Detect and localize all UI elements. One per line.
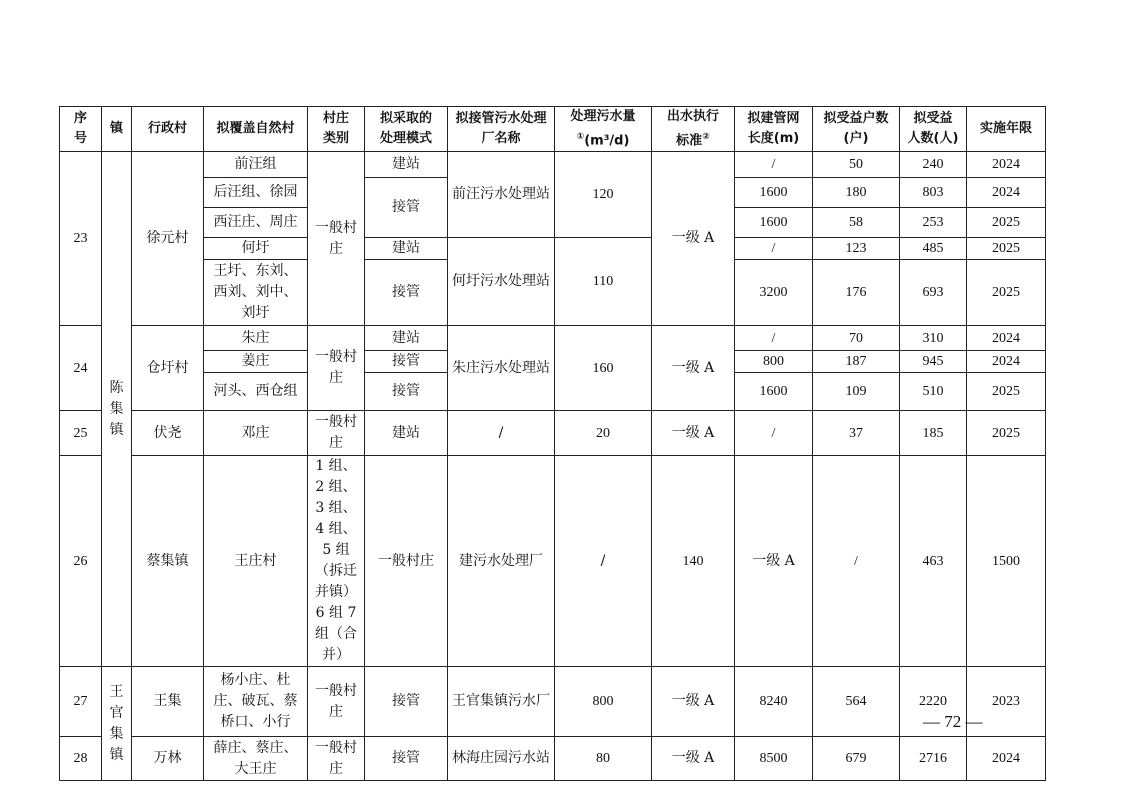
year-cell: 2025 bbox=[967, 411, 1046, 456]
natural-village-cell: 1 组、2 组、3 组、4 组、5 组（拆迁并镇）6 组 7 组（合并） bbox=[308, 456, 365, 667]
natural-village-cell: 西汪庄、周庄 bbox=[204, 208, 308, 238]
people-cell: 693 bbox=[900, 260, 967, 326]
plant-cell: 朱庄污水处理站 bbox=[448, 326, 555, 411]
village-type-cell: 一般村庄 bbox=[308, 667, 365, 737]
admin-village-cell: 万林 bbox=[132, 737, 204, 781]
natural-village-cell: 姜庄 bbox=[204, 351, 308, 373]
year-cell: 2025 bbox=[967, 373, 1046, 411]
mode-cell: 建站 bbox=[365, 326, 448, 351]
people-cell: 2716 bbox=[900, 737, 967, 781]
table-row bbox=[60, 152, 1046, 178]
capacity-cell: 20 bbox=[555, 411, 652, 456]
people-cell: 185 bbox=[900, 411, 967, 456]
seq-cell: 23 bbox=[60, 152, 102, 326]
table-row bbox=[60, 456, 1046, 667]
standard-cell: 一级 A bbox=[652, 737, 735, 781]
standard-cell: 一级 A bbox=[652, 326, 735, 411]
plant-cell: 前汪污水处理站 bbox=[448, 152, 555, 238]
year-cell: 2025 bbox=[967, 208, 1046, 238]
pipe-cell: 1600 bbox=[735, 208, 813, 238]
mode-cell: 接管 bbox=[365, 178, 448, 238]
mode-cell: 接管 bbox=[365, 737, 448, 781]
year-cell: 2024 bbox=[967, 326, 1046, 351]
pipe-cell: 8500 bbox=[735, 737, 813, 781]
people-cell: 2220 bbox=[900, 667, 967, 737]
col-header-seq: 序 号 bbox=[60, 107, 102, 152]
households-cell: 463 bbox=[900, 456, 967, 667]
col-header-town: 镇 bbox=[102, 107, 132, 152]
standard-cell: 一级 A bbox=[735, 456, 813, 667]
capacity-cell: 110 bbox=[555, 238, 652, 326]
households-cell: 50 bbox=[813, 152, 900, 178]
natural-village-cell: 河头、西仓组 bbox=[204, 373, 308, 411]
pipe-cell: 1600 bbox=[735, 178, 813, 208]
households-cell: 37 bbox=[813, 411, 900, 456]
year-cell: 2025 bbox=[967, 260, 1046, 326]
plant-cell: 何圩污水处理站 bbox=[448, 238, 555, 326]
mode-cell: 接管 bbox=[365, 260, 448, 326]
col-header-year: 实施年限 bbox=[967, 107, 1046, 152]
people-cell: 240 bbox=[900, 152, 967, 178]
data-table bbox=[59, 106, 1046, 781]
pipe-cell: 800 bbox=[735, 351, 813, 373]
seq-cell: 28 bbox=[60, 737, 102, 781]
admin-village-cell: 王集 bbox=[132, 667, 204, 737]
natural-village-cell: 薛庄、蔡庄、大王庄 bbox=[204, 737, 308, 781]
col-header-village-type: 村庄 类别 bbox=[308, 107, 365, 152]
mode-cell: 建站 bbox=[365, 238, 448, 260]
pipe-cell: / bbox=[813, 456, 900, 667]
people-cell: 310 bbox=[900, 326, 967, 351]
households-cell: 70 bbox=[813, 326, 900, 351]
table-row bbox=[60, 238, 1046, 260]
pipe-cell: 3200 bbox=[735, 260, 813, 326]
natural-village-cell: 邓庄 bbox=[204, 411, 308, 456]
pipe-cell: / bbox=[735, 152, 813, 178]
households-cell: 123 bbox=[813, 238, 900, 260]
col-header-admin-village: 行政村 bbox=[132, 107, 204, 152]
col-header-natural-villages: 拟覆盖自然村 bbox=[204, 107, 308, 152]
year-cell: 2024 bbox=[967, 152, 1046, 178]
table-row bbox=[60, 667, 1046, 737]
pipe-cell: / bbox=[735, 326, 813, 351]
col-header-people: 拟受益 人数(人) bbox=[900, 107, 967, 152]
village-type-cell: 一般村庄 bbox=[308, 411, 365, 456]
households-cell: 58 bbox=[813, 208, 900, 238]
standard-cell: 一级 A bbox=[652, 411, 735, 456]
seq-cell: 27 bbox=[60, 667, 102, 737]
households-cell: 564 bbox=[813, 667, 900, 737]
admin-village-cell: 仓圩村 bbox=[132, 326, 204, 411]
people-cell: 803 bbox=[900, 178, 967, 208]
header-row bbox=[60, 107, 1046, 152]
pipe-cell: 1600 bbox=[735, 373, 813, 411]
natural-village-cell: 前汪组 bbox=[204, 152, 308, 178]
seq-cell: 25 bbox=[60, 411, 102, 456]
village-type-cell: 一般村庄 bbox=[308, 737, 365, 781]
mode-cell: 建站 bbox=[365, 411, 448, 456]
town-cell-chenji: 陈集镇 bbox=[102, 152, 132, 667]
col-header-households: 拟受益户数 (户) bbox=[813, 107, 900, 152]
mode-cell: 接管 bbox=[365, 351, 448, 373]
plant-cell: 林海庄园污水站 bbox=[448, 737, 555, 781]
seq-cell: 26 bbox=[60, 456, 102, 667]
village-type-cell: 一般村庄 bbox=[308, 326, 365, 411]
standard-cell: 一级 A bbox=[652, 667, 735, 737]
col-header-mode: 拟采取的 处理模式 bbox=[365, 107, 448, 152]
page-number: — 72 — bbox=[923, 712, 983, 731]
pipe-cell: / bbox=[735, 238, 813, 260]
table-row bbox=[60, 737, 1046, 781]
year-cell: 2023 bbox=[967, 667, 1046, 737]
admin-village-cell: 徐元村 bbox=[132, 152, 204, 326]
natural-village-cell: 杨小庄、杜庄、破瓦、蔡桥口、小行 bbox=[204, 667, 308, 737]
capacity-cell: 80 bbox=[555, 737, 652, 781]
town-cell-caiji: 蔡集镇 bbox=[132, 456, 204, 667]
town-cell-wangguanji: 王官集镇 bbox=[102, 667, 132, 781]
seq-cell: 24 bbox=[60, 326, 102, 411]
households-cell: 176 bbox=[813, 260, 900, 326]
year-cell: 2024 bbox=[967, 737, 1046, 781]
table-row bbox=[60, 411, 1046, 456]
col-header-pipe: 拟建管网 长度(m) bbox=[735, 107, 813, 152]
mode-cell: 接管 bbox=[365, 373, 448, 411]
natural-village-cell: 何圩 bbox=[204, 238, 308, 260]
households-cell: 679 bbox=[813, 737, 900, 781]
mode-cell: 建污水处理厂 bbox=[448, 456, 555, 667]
natural-village-cell: 朱庄 bbox=[204, 326, 308, 351]
mode-cell: 接管 bbox=[365, 667, 448, 737]
people-cell: 253 bbox=[900, 208, 967, 238]
village-type-cell: 一般村庄 bbox=[365, 456, 448, 667]
mode-cell: 建站 bbox=[365, 152, 448, 178]
capacity-cell: 140 bbox=[652, 456, 735, 667]
natural-village-cell: 王圩、东刘、西刘、刘中、刘圩 bbox=[204, 260, 308, 326]
households-cell: 187 bbox=[813, 351, 900, 373]
capacity-cell: 160 bbox=[555, 326, 652, 411]
col-header-plant: 拟接管污水处理厂名称 bbox=[448, 107, 555, 152]
households-cell: 109 bbox=[813, 373, 900, 411]
year-cell: 2024 bbox=[967, 351, 1046, 373]
people-cell: 945 bbox=[900, 351, 967, 373]
village-type-cell: 一般村庄 bbox=[308, 152, 365, 326]
admin-village-cell: 王庄村 bbox=[204, 456, 308, 667]
standard-cell: 一级 A bbox=[652, 152, 735, 326]
year-cell: 2024 bbox=[967, 178, 1046, 208]
capacity-cell: 800 bbox=[555, 667, 652, 737]
natural-village-cell: 后汪组、徐园 bbox=[204, 178, 308, 208]
col-header-capacity: 处理污水量 ①(m³/d) bbox=[555, 107, 652, 152]
table-row bbox=[60, 326, 1046, 351]
pipe-cell: / bbox=[735, 411, 813, 456]
people-cell: 1500 bbox=[967, 456, 1046, 667]
year-cell: 2025 bbox=[967, 238, 1046, 260]
plant-cell: 王官集镇污水厂 bbox=[448, 667, 555, 737]
plant-cell: / bbox=[448, 411, 555, 456]
people-cell: 485 bbox=[900, 238, 967, 260]
households-cell: 180 bbox=[813, 178, 900, 208]
pipe-cell: 8240 bbox=[735, 667, 813, 737]
admin-village-cell: 伏尧 bbox=[132, 411, 204, 456]
capacity-cell: 120 bbox=[555, 152, 652, 238]
plant-cell: / bbox=[555, 456, 652, 667]
col-header-standard: 出水执行 标准② bbox=[652, 107, 735, 152]
people-cell: 510 bbox=[900, 373, 967, 411]
